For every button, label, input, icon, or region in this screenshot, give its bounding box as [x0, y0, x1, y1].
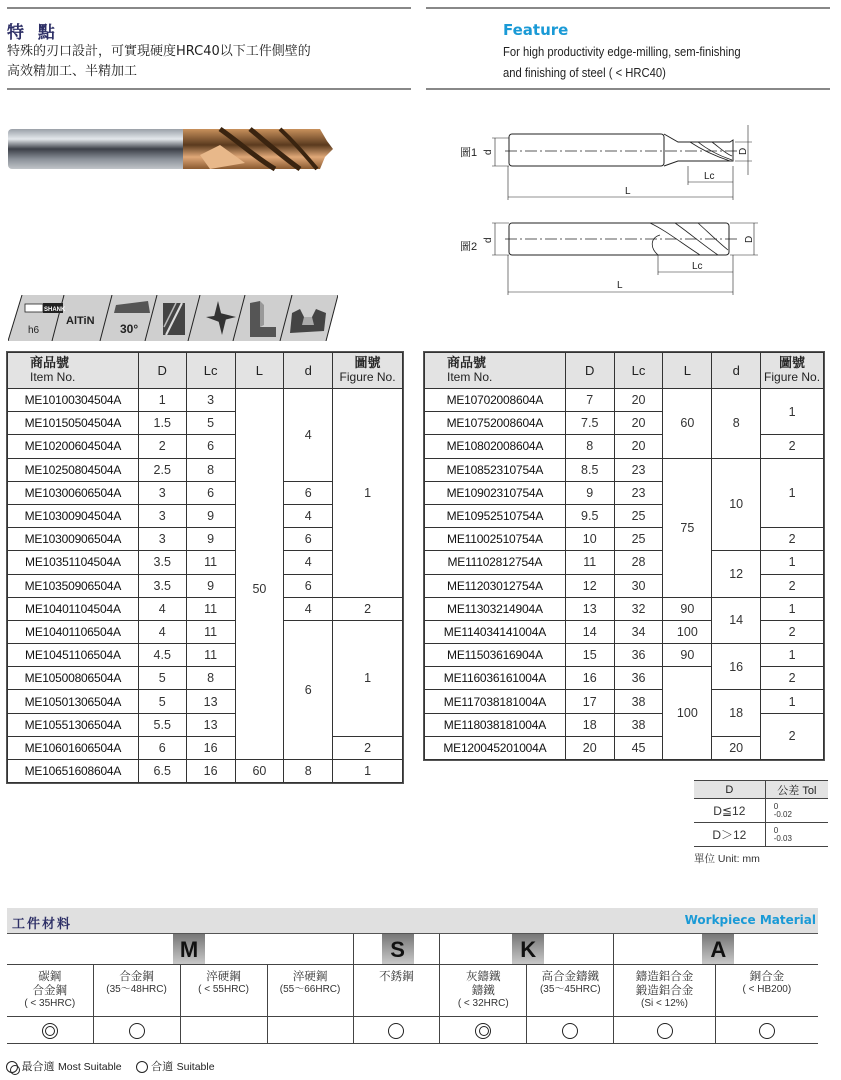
svg-text:L: L — [617, 280, 623, 291]
table-row: ME10451106504A 4.5 11 — [8, 644, 403, 667]
feature-desc-en-line2: and finishing of steel ( < HRC40) — [503, 66, 666, 80]
tolerance-table — [694, 780, 828, 847]
most-suitable-icon — [42, 1023, 58, 1039]
workpiece-title-zh: 工件材料 — [12, 917, 73, 932]
table-row: ME10752008604A 7.5 20 — [425, 412, 824, 435]
table-row: ME10150504504A 1.5 5 — [8, 412, 403, 435]
feature-desc-zh-line1: 特殊的刃口設計，可實現硬度HRC40以下工件側壁的 — [7, 44, 311, 59]
col-L: L — [663, 353, 712, 389]
table-row: ME10351104504A 3.5 11 4 — [8, 551, 403, 574]
group-A: A — [614, 934, 818, 964]
svg-text:Lc: Lc — [704, 171, 715, 182]
svg-text:SHANK: SHANK — [44, 307, 66, 313]
table-row: ME11102812754A 11 28 12 1 — [425, 551, 824, 574]
svg-text:L: L — [625, 186, 631, 197]
top-rule — [7, 7, 411, 9]
table-row: ME10250804504A 2.5 8 — [8, 458, 403, 481]
table-row: ME11503616904A 15 36 90 16 1 — [425, 644, 824, 667]
material-hardened-steel-55: 淬硬鋼 ( < 55HRC) — [180, 964, 267, 1016]
col-item-no: 商品號 Item No. — [8, 353, 139, 389]
table-row: ME10952510754A 9.5 25 — [425, 504, 824, 527]
feature-desc-zh-line2: 高效精加工、半精加工 — [7, 64, 138, 79]
workpiece-material-header — [7, 908, 818, 934]
table-row: ME10601606504A 6 16 2 — [8, 736, 403, 759]
table-row: ME10350906504A 3.5 9 6 — [8, 574, 403, 597]
flute-icon — [163, 303, 185, 335]
suitability-legend: 最合適 Most Suitable 合適 Suitable — [6, 1058, 215, 1074]
table-row: ME10902310754A 9 23 — [425, 481, 824, 504]
col-d: d — [712, 353, 761, 389]
fig1-label: 圖1 — [460, 147, 478, 159]
table-row: ME10401106504A 4 11 6 1 — [8, 620, 403, 643]
suitability-row — [7, 1016, 818, 1043]
suitable-icon — [657, 1023, 673, 1039]
most-suitable-icon — [6, 1061, 18, 1073]
figure-1-drawing — [492, 125, 752, 200]
table-row: ME10651608604A 6.5 16 60 8 1 — [8, 760, 403, 783]
col-d: d — [284, 353, 333, 389]
material-aluminum-alloy: 鑄造鋁合金 鍛造鋁合金 (Si < 12%) — [614, 964, 715, 1016]
tol-row: D＞12 0 -0.03 — [694, 823, 828, 847]
workpiece-title-en: Workpiece Material — [684, 913, 816, 927]
table-row: ME117038181004A 17 38 18 1 — [425, 690, 824, 713]
table-row: ME10802008604A 8 20 2 — [425, 435, 824, 458]
end-mill-photo — [5, 125, 335, 175]
table-row: ME10551306504A 5.5 13 — [8, 713, 403, 736]
table-row: ME10501306504A 5 13 — [8, 690, 403, 713]
table-header-row — [425, 353, 824, 389]
suitable-icon — [136, 1061, 148, 1073]
tol-col-D: D — [694, 781, 765, 799]
spec-table-right — [424, 352, 824, 760]
col-Lc: Lc — [186, 353, 235, 389]
material-hardened-steel-66: 淬硬鋼 (55～66HRC) — [267, 964, 353, 1016]
table-header-row — [8, 353, 403, 389]
table-row: ME10702008604A 7 20 60 8 1 — [425, 389, 824, 412]
table-row: ME10300906504A 3 9 6 — [8, 528, 403, 551]
svg-text:30°: 30° — [120, 322, 139, 336]
svg-text:h6: h6 — [28, 325, 40, 336]
col-D: D — [565, 353, 614, 389]
table-row: ME10401104504A 4 11 4 2 — [8, 597, 403, 620]
feature-title-zh: 特 點 — [7, 23, 59, 43]
col-figure-no: 圖號 Figure No. — [761, 353, 824, 389]
table-row: ME116036161004A 16 36 100 2 — [425, 667, 824, 690]
col-figure-no: 圖號 Figure No. — [333, 353, 403, 389]
table-row: ME10100304504A 1 3 50 4 1 — [8, 389, 403, 412]
svg-text:D: D — [744, 235, 755, 243]
table-row: ME120045201004A 20 45 20 — [425, 736, 824, 759]
table-row: ME114034141004A 14 34 100 2 — [425, 620, 824, 643]
material-copper-alloy: 銅合金 ( < HB200) — [715, 964, 818, 1016]
figure-2-drawing — [492, 223, 758, 295]
suitable-icon — [759, 1023, 775, 1039]
feature-desc-en-line1: For high productivity edge-milling, sem-finishing — [503, 45, 741, 59]
table-row: ME118038181004A 18 38 2 — [425, 713, 824, 736]
material-high-alloy-cast-iron: 高合金鑄鐵 (35～45HRC) — [527, 964, 614, 1016]
most-suitable-icon — [475, 1023, 491, 1039]
col-D: D — [138, 353, 186, 389]
header-bottom-rule-right — [426, 88, 830, 90]
top-rule-right — [426, 7, 830, 9]
feature-icon-strip — [8, 295, 338, 341]
col-L: L — [235, 353, 284, 389]
svg-text:d: d — [483, 237, 494, 243]
table-row: ME10200604504A 2 6 — [8, 435, 403, 458]
suitable-icon — [388, 1023, 404, 1039]
material-carbon-steel: 碳鋼 合金鋼 ( < 35HRC) — [7, 964, 93, 1016]
table-row: ME10500806504A 5 8 — [8, 667, 403, 690]
material-gray-cast-iron: 灰鑄鐵 鑄鐵 ( < 32HRC) — [440, 964, 527, 1016]
material-names-row — [7, 964, 818, 1016]
table-row: ME10300904504A 3 9 4 — [8, 504, 403, 527]
feature-title-en: Feature — [503, 21, 569, 39]
svg-text:d: d — [483, 149, 494, 155]
tol-row: D≦12 0 -0.02 — [694, 799, 828, 823]
suitable-icon — [562, 1023, 578, 1039]
table-row: ME11303214904A 13 32 90 14 1 — [425, 597, 824, 620]
col-item-no: 商品號 Item No. — [425, 353, 566, 389]
table-row: ME11203012754A 12 30 2 — [425, 574, 824, 597]
group-S: S — [353, 934, 440, 964]
group-M: M — [7, 934, 353, 964]
group-K: K — [440, 934, 614, 964]
fig2-label: 圖2 — [460, 241, 478, 253]
col-Lc: Lc — [614, 353, 663, 389]
table-row: ME11002510754A 10 25 2 — [425, 528, 824, 551]
tol-col-tol: 公差 Tol — [765, 781, 828, 799]
material-stainless-steel: 不銹鋼 — [353, 964, 440, 1016]
svg-text:D: D — [738, 147, 749, 155]
material-alloy-steel: 合金鋼 (35～48HRC) — [93, 964, 180, 1016]
technical-drawings — [440, 110, 770, 300]
coating-altin-icon: AlTiN — [66, 315, 95, 327]
header-bottom-rule — [7, 88, 411, 90]
spec-table-left — [7, 352, 403, 783]
workpiece-material-table — [7, 934, 818, 1044]
table-row: ME10300606504A 3 6 6 — [8, 481, 403, 504]
svg-text:Lc: Lc — [692, 261, 703, 272]
unit-note: 單位 Unit: mm — [694, 853, 760, 865]
suitable-icon — [129, 1023, 145, 1039]
table-row: ME10852310754A 8.5 23 75 10 1 — [425, 458, 824, 481]
